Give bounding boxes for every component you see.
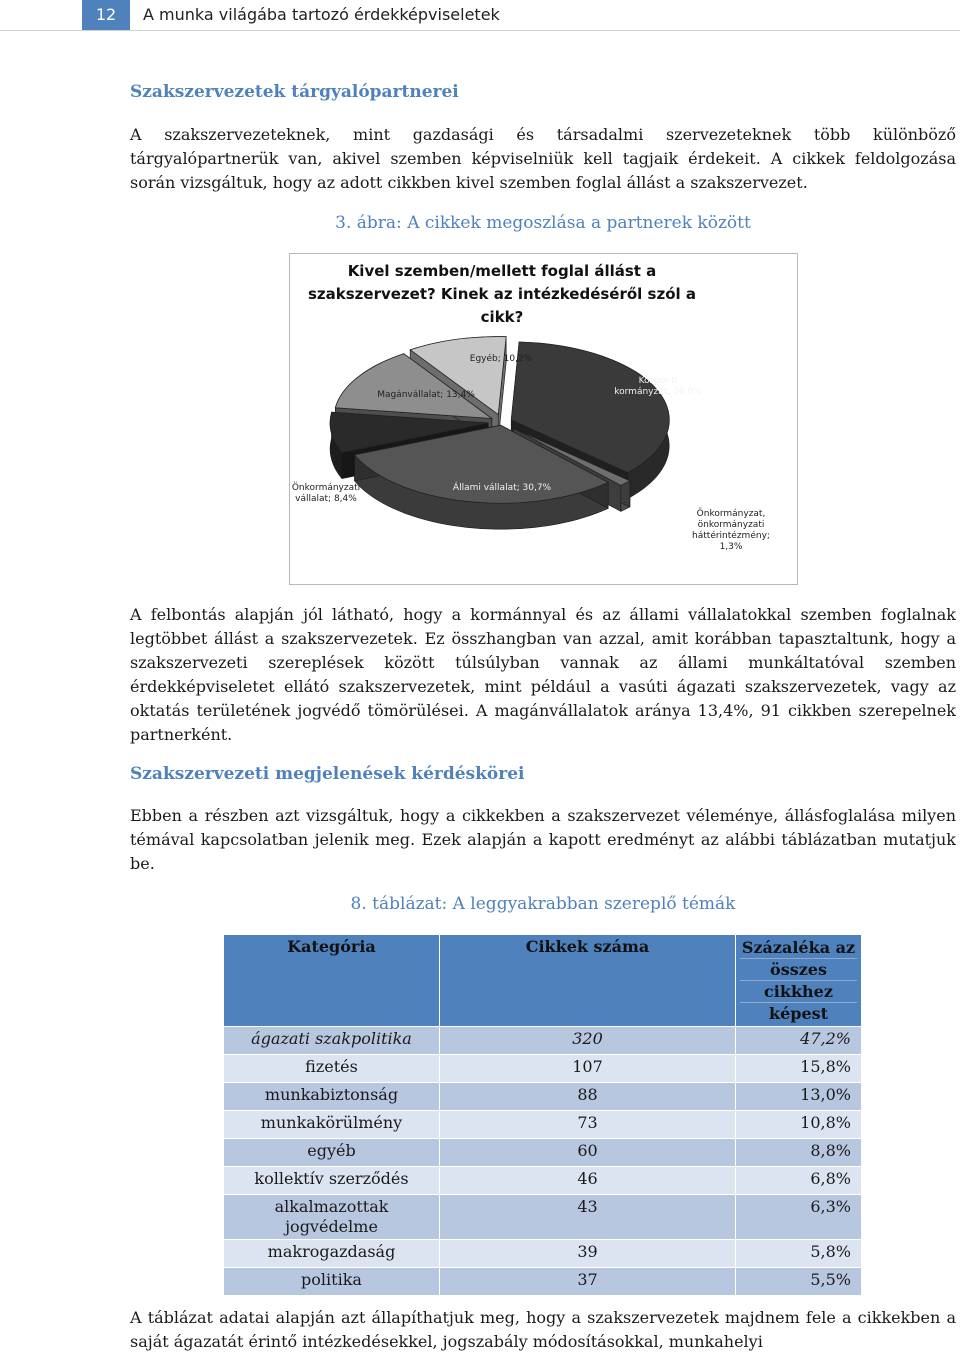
- section-heading-partners: Szakszervezetek tárgyalópartnerei: [130, 82, 459, 102]
- table-row: [224, 1194, 862, 1239]
- pie-slice-label: Önkormányzati: [291, 483, 361, 493]
- pie-slice-label: Állami vállalat; 30,7%: [452, 483, 552, 493]
- pie-slice-label: Központi: [638, 376, 678, 386]
- table-row: [224, 1054, 862, 1082]
- header-percentage-line: képest: [768, 1004, 829, 1023]
- header-percentage: [736, 935, 862, 1026]
- cell-category: munkakörülmény: [224, 1110, 440, 1138]
- page-number: 12: [82, 0, 130, 30]
- section-heading-topics: Szakszervezeti megjelenések kérdéskörei: [130, 764, 525, 784]
- cell-category: kollektív szerződés: [224, 1166, 440, 1194]
- cell-count: 37: [440, 1267, 736, 1295]
- cell-percent: 5,8%: [736, 1239, 862, 1267]
- topics-table: [224, 935, 862, 1295]
- cell-percent: 15,8%: [736, 1054, 862, 1082]
- chart-title-line: Kivel szemben/mellett foglal állást a: [347, 262, 657, 280]
- cell-percent: 6,8%: [736, 1166, 862, 1194]
- paragraph-closing: A táblázat adatai alapján azt állapíthatjuk meg, hogy a szakszervezetek majdnem fele a cikkekben a saját ágazatát érintő intézkedésekkel, jogszabály módosításokkal, munkahelyi: [130, 1308, 956, 1351]
- cell-percent: 47,2%: [736, 1026, 862, 1054]
- cell-count: 43: [440, 1194, 736, 1239]
- pie-slice-label: Önkormányzat,: [696, 509, 766, 519]
- cell-category: makrogazdaság: [224, 1239, 440, 1267]
- page-header: [0, 0, 960, 31]
- table-row: [224, 1239, 862, 1267]
- figure-caption: 3. ábra: A cikkek megoszlása a partnerek között: [335, 213, 751, 233]
- header-article-count: Cikkek száma: [440, 935, 736, 1026]
- paragraph-analysis: A felbontás alapján jól látható, hogy a kormánnyal és az állami vállalatokkal szemben foglalnak legtöbbet állást a szakszervezetek. Ez összhangban van azzal, amit korábban tapasztaltunk, hogy a szakszervezeti szereplések között túlsúlyban vannak az állami munkáltatóval szemben érdekképviseletet ellátó szakszervezetek, mint például a vasúti ágazati szakszervezetek, vagy az oktatás területének jogvédő tömörülései. A magánvállalatok aránya 13,4%, 91 cikkben szerepelnek partnerként.: [130, 605, 956, 744]
- paragraph-topics-intro: Ebben a részben azt vizsgáltuk, hogy a cikkekben a szakszervezet véleménye, állásfoglalása milyen témával kapcsolatban jelenik meg. Ezek alapján a kapott eredményt az alábbi táblázatban mutatjuk be.: [130, 806, 956, 873]
- header-category: Kategória: [224, 935, 440, 1026]
- cell-category: alkalmazottak jogvédelme: [224, 1194, 440, 1239]
- header-percentage-line: Százaléka az: [741, 938, 856, 957]
- cell-category: fizetés: [224, 1054, 440, 1082]
- header-percentage-line: cikkhez: [740, 981, 857, 1003]
- table-header-row: [224, 935, 862, 1026]
- cell-percent: 5,5%: [736, 1267, 862, 1295]
- cell-percent: 6,3%: [736, 1194, 862, 1239]
- cell-count: 39: [440, 1239, 736, 1267]
- header-percentage-line: összes: [740, 959, 857, 981]
- cell-count: 73: [440, 1110, 736, 1138]
- cell-category: ágazati szakpolitika: [224, 1026, 440, 1054]
- cell-category: egyéb: [224, 1138, 440, 1166]
- cell-category: politika: [224, 1267, 440, 1295]
- table-row: [224, 1166, 862, 1194]
- pie-slice-label: háttérintézmény;: [692, 531, 770, 541]
- chart-title-line: cikk?: [480, 308, 524, 326]
- table-caption: 8. táblázat: A leggyakrabban szereplő témák: [350, 894, 736, 914]
- cell-count: 46: [440, 1166, 736, 1194]
- pie-chart-svg: [290, 254, 797, 584]
- pie-slice-label: 1,3%: [719, 542, 743, 552]
- cell-percent: 8,8%: [736, 1138, 862, 1166]
- cell-count: 320: [440, 1026, 736, 1054]
- table-row: [224, 1026, 862, 1054]
- running-title: A munka világába tartozó érdekképviseletek: [143, 5, 500, 24]
- pie-slice-label: önkormányzati: [697, 520, 765, 530]
- cell-count: 107: [440, 1054, 736, 1082]
- cell-count: 60: [440, 1138, 736, 1166]
- paragraph-intro: A szakszervezeteknek, mint gazdasági és társadalmi szervezeteknek több különböző tárgyalópartnerük van, akivel szemben képviselniük kell tagjaik érdekeit. A cikkek feldolgozása során vizsgáltuk, hogy az adott cikkben kivel szemben foglal állást a szakszervezet.: [130, 125, 956, 192]
- pie-slice-label: Egyéb; 10,2%: [469, 354, 533, 364]
- chart-title-line: szakszervezet? Kinek az intézkedéséről szól a: [308, 285, 696, 303]
- pie-chart: [289, 253, 798, 585]
- cell-count: 88: [440, 1082, 736, 1110]
- table-row: [224, 1138, 862, 1166]
- cell-category: munkabiztonság: [224, 1082, 440, 1110]
- cell-percent: 10,8%: [736, 1110, 862, 1138]
- cell-percent: 13,0%: [736, 1082, 862, 1110]
- pie-slice-label: vállalat; 8,4%: [295, 494, 357, 504]
- pie-slice-label: kormányzat; 36,0%: [614, 387, 702, 397]
- pie-slice-label: Magánvállalat; 13,4%: [377, 390, 475, 400]
- table-row: [224, 1082, 862, 1110]
- table-row: [224, 1110, 862, 1138]
- table-row: [224, 1267, 862, 1295]
